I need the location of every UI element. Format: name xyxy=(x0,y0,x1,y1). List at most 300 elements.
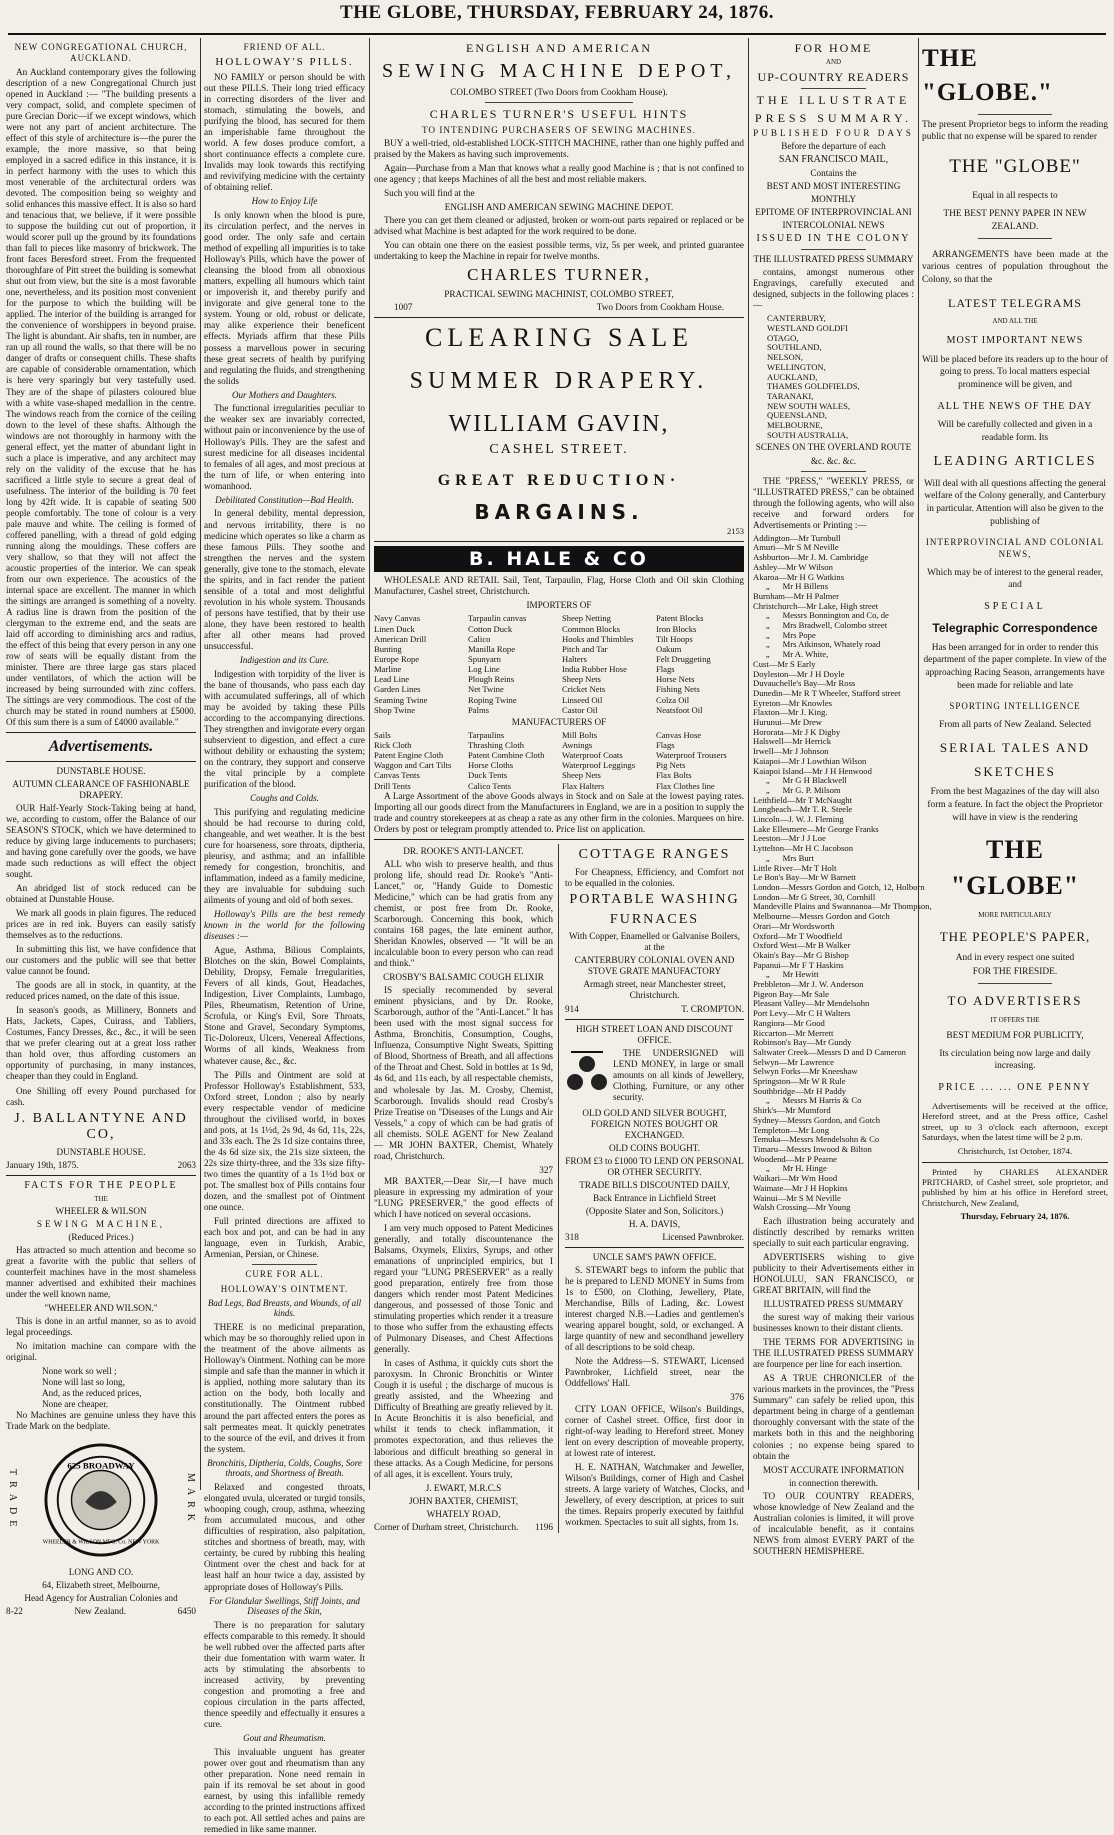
subheading: Our Mothers and Daughters. xyxy=(232,389,337,400)
best-line: BEST AND MOST INTERESTING xyxy=(766,181,901,192)
table-cell: Horse Cloths xyxy=(468,760,514,771)
list-item: Waimate—Mr J H Hopkins xyxy=(753,1182,848,1193)
friend-title: FRIEND OF ALL. xyxy=(243,42,326,52)
table-cell: Flags xyxy=(656,664,675,675)
ad-text: NO FAMILY or person should be with out these PILLS. Their long tried efficacy in correcting disorders of the liver and stomach, stimulating the bowels, and purifying the blood, has secured for them an imperishable fame throughout the world. A few doses produce comfort, a short continuance effects a complete cure. Invalids may look towards this rectifying and revivifying medicine with the certainty of obtaining relief. xyxy=(204,71,365,193)
ad-text: S. STEWART begs to inform the public that he is prepared to LEND MONEY in Sums from 1s to £500, on Clothing, Jewellery, Plate, Merchandise, Bills of Lading, &c. Lowest interest charged N.B.—Ladies and gentlemen's wearing apparel bought, sold, or exchanged. A large quantity of new and secondhand jewellery of all descriptions to be sold cheap. xyxy=(565,1265,744,1353)
table-cell: Felt Druggeting xyxy=(656,654,711,665)
subheading: Bad Legs, Bad Breasts, and Wounds, of all kinds. xyxy=(207,1297,362,1319)
ad-text: THE "PRESS," "WEEKLY PRESS, or "ILLUSTRATED PRESS," can be obtained through the following agents, who will also receive and forward orders for Advertisements or Printing :— xyxy=(753,475,914,530)
accurate-line: MOST ACCURATE INFORMATION xyxy=(762,1464,905,1475)
poem-line: None are cheaper. xyxy=(42,1399,109,1410)
list-item: Leithfield—Mr T McNaught xyxy=(753,794,852,805)
table-cell: Manilla Rope xyxy=(468,643,516,654)
table-cell: Marline xyxy=(374,664,402,675)
ewart: J. EWART, M.R.C.S xyxy=(425,1482,502,1493)
list-item: Halswell—Mr Herrick xyxy=(753,736,832,747)
list-item: SOUTHLAND, xyxy=(767,342,822,353)
cure-all-title: CURE FOR ALL. xyxy=(245,1269,324,1280)
ad-text: Such you will find at the xyxy=(384,187,475,198)
table-cell: Waterproof Trousers xyxy=(656,750,727,761)
list-item: „ Messrs M Harris & Co xyxy=(753,1095,862,1106)
from-all-line: From all parts of New Zealand. Selected xyxy=(939,719,1091,730)
ad-text: This purifying and regulating medicine should be had recourse to during cold, changeable, and wet weather. It is the best cure for hoarseness, sore throats, diptheria, pleurisy, and asthma; and an infallible remedy for congestion, bronchitis, and inflammation, indeed as a family medicine, they are invaluable for subduing such ailments of young and old of both sexes. xyxy=(204,806,365,906)
to-advertisers: TO ADVERTISERS xyxy=(947,992,1083,1008)
ad-text: IS specially recommended by several eminent physicians, and by Dr. Rooke, Scarborough, author of the "Anti-Lancet." It has been used with the most signal success for Asthma, Bronchitis, Consumption, Coughs, Influenza, Consumptive Night Sweats, Spitting of Blood, Shortness of Breath, and all affections of the Throat and Chest. Sold in bottles at 1s 9d, 4s 6d, and 11s each, by all respectable chemists, and wholesale by Jas. M. Crosby, Chemist, Scarborough. Invalids should read Crosby's Prize Treatise on "Diseases of the Lungs and Air Vessels," a copy of which can be had gratis of all chemists. SOLE AGENT for New Zealand — MR JOHN BAXTER, Chemist, Whately road, Christchurch. xyxy=(374,985,553,1161)
upcountry: UP-COUNTRY READERS xyxy=(757,69,910,84)
list-item: Mandeville Plains and Swannanoa—Mr Thompson, xyxy=(753,901,932,912)
list-item: Ashley—Mr W Wilson xyxy=(753,561,833,572)
list-item: „ Mr H. Hinge xyxy=(753,1163,827,1174)
crosby-title: CROSBY'S BALSAMIC COUGH ELIXIR xyxy=(383,972,544,983)
table-cell: Cricket Nets xyxy=(562,684,606,695)
facts-wheeler: WHEELER & WILSON xyxy=(55,1205,147,1216)
imprint-text: Printed by CHARLES ALEXANDER PRITCHARD, of Cashel street, sole proprietor, and published by him at his office in Hereford street, Christchurch, New Zealand, xyxy=(922,1166,1108,1208)
ad-text: Relaxed and congested throats, elongated uvula, ulcerated or turgid tonsils, whooping cough, croup, asthma, wheezing from accumulated mucous, and other difficulties of respiration, also palpitation, stitches and shortness of breath, may, with certainty, be cured by rubbing this healing Ointment over the chest and back for at least half an hour twice a day, assisted by appropriate doses of Holloway's Pills. xyxy=(204,1482,365,1592)
loan-block xyxy=(565,1048,744,1106)
ad-text: You can obtain one there on the easiest possible terms, viz, 5s per week, and printed guarantee undertaking to keep the Machine in repair for twelve months. xyxy=(374,240,744,262)
article-body: An Auckland contemporary gives the following description of a new Congregational Church just opened in Auckland :— "The building presents a very compact, solid, and complete specimen of pure Grecian Doric—if we except windows, which were not any part of ancient architecture. The effect of this style of architecture is—the purer the example, the more massive, so that being employed in a sacred edifice in this instance, it is in perfect harmony with the uses to which this most venerable of the architectural orders was devoted. The composition being so weighty and solid enhances this massive effect. It is also so hard and tenacious that, we believe, if it were possible to suppose the building cut out of proportion, it would scorer pull up the ground by its foundations than fall to pieces like masonry of brickwork. The front faces Beresford street. From the frequented thoroughfare of Pitt street the building is somewhat shut out from view, but the site is a most favorable one, nevertheless, and its position most convenient for the purpose to which the building will be applied. The interior of the building is arranged for the convenience of worshippers in beyond praise. The light is abundant. Air shafts, ten in number, are ran up all round the walls, so that there will be no danger of drafts or consequent chills. These shafts are capable of considerable ornamentation, which is here very sparingly but very tastefully used. They are of the shape of pilasters coloured blue with a white vase-shaped medallion in the centre. The windows reach from the cornice of the ceiling down to the level of these shafts. Although the windows are not thoroughly in harmony with the general effect, yet the matter of abundant light in such a place is imperative, and any architect may rely on the validity of the excuse that he has sacrificed a little style to secure a great deal of usefulness. The interior of the building is 70 feet long by 42ft wide. It is capable of seating 500 people comfortably. The tone of colour is a very pale mauve and white. The ceiling is formed of coffered panelling, with a thread of gold edging running along the mouldings. These coffers are very shallow, so that they will not affect the acoustic properties of the interior. We can speak from our own experience. The acoustics of the internal space are excellent. The manner in which the sittings are arranged is something of a novelty. A radius line is drawn from the position of the clergyman to the extreme end, and the seats are laid off according to diminishing arcs and radius, the effect of this being that every person in any one row of seats will be equally distant from the minister. There are three large gas stars placed under ventilators, of which the action will be increased by being surrounded with zinc coffers. The sittings are very commodious. The cost of the church may be stated in round numbers at £5000. Of this sum there is a sum of £4000 available." xyxy=(6,66,196,728)
table-cell: Bunting xyxy=(374,643,402,654)
table-cell: Sheep Nets xyxy=(562,674,601,685)
ad-text: Full printed directions are affixed to each box and pot, and can be had in any language, even in Turkish, Arabic, Armenian, Persian, or Chinese. xyxy=(204,1215,365,1260)
ad-number: 327 xyxy=(539,1164,553,1175)
eng-title: ENGLISH AND AMERICAN xyxy=(465,41,652,55)
globe-heading-large: THE "GLOBE" xyxy=(950,835,1080,900)
ad-text: Has attracted so much attention and become so great a favorite with the public that sellers of counterfeit machines have in the most shameless manner advertised and exhibited their machines under the well known name, xyxy=(6,1244,196,1299)
ad-text: THE TERMS FOR ADVERTISING in THE ILLUSTRATED PRESS SUMMARY are fourpence per line for each insertion. xyxy=(753,1337,914,1370)
list-item: Sydney—Messrs Gordon, and Gotch xyxy=(753,1114,880,1125)
ballantyne-date: January 19th, 1875. xyxy=(6,1160,79,1171)
table-cell: Linseed Oil xyxy=(562,694,603,705)
ips-line: ILLUSTRATED PRESS SUMMARY xyxy=(763,1299,904,1310)
ad-text: Ague, Asthma, Bilious Complaints, Blotches on the skin, Bowel Complaints, Debility, Dropsy, Female Irregularities, Fevers of all kinds, Gout, Headaches, Indigestion, Liver Complaints, Lumbago, Piles, Rheumatism, Retention of Urine, Scrofula, or King's Evil, Sore Throats, Stone and Gravel, Secondary Symptoms, Tic-Doloreux, Ulcers, Venereal Affections, Worms of all kinds, Weakness from whatever cause, &c., &c. xyxy=(204,945,365,1066)
machinist-line: PRACTICAL SEWING MACHINIST, COLOMBO STREET, xyxy=(444,288,674,299)
list-item: „ Mr H Billens xyxy=(753,581,828,592)
loan-title: HIGH STREET LOAN AND DISCOUNT OFFICE. xyxy=(575,1023,734,1045)
table-cell: Pig Nets xyxy=(656,760,686,771)
list-item: London—Mr G Street, 30, Cornhill xyxy=(753,891,876,902)
ad-text: AS A TRUE CHRONICLER of the various markets in the provinces, the "Press Summary" can safely be relied upon, this department being in charge of a gentleman thoroughly conversant with the state of the markets both in this and the neighboring colonies ; no expense being spared to obtain the xyxy=(753,1373,914,1461)
ad-number: 318 xyxy=(565,1232,579,1243)
list-item: NELSON, xyxy=(767,352,804,363)
subheading: Gout and Rheumatism. xyxy=(243,1733,326,1744)
furnaces-title: FURNACES xyxy=(609,911,700,927)
list-item: Walsh Crossing—Mr Young xyxy=(753,1202,851,1213)
ad-text: Holloway's Pills are the best remedy known in the world for the following diseases :— xyxy=(204,909,365,942)
interprov-news: INTERPROVINCIAL AND COLONIAL NEWS, xyxy=(925,537,1105,560)
list-item: THAMES GOLDFIELDS, xyxy=(767,381,860,392)
ad-text: Is only known when the blood is pure, its circulation perfect, and the nerves in good order. The only safe and certain method of expelling all impurities is to take Holloway's Pills, which have the power of cleansing the blood from all obnoxious matters, expelling all humours which taint or impoverish it, and thereby purify and invigorate and give general tone to the system. Young or old, robust or delicate, may alike experience their beneficent effects. Myriads affirm that these Pills possess a marvellous power in securing these great secrets of health by purifying and regulating the fluids, and strengthening the solids xyxy=(204,210,365,386)
table-cell: Common Blocks xyxy=(562,623,621,634)
holloway-pills-title: HOLLOWAY'S PILLS. xyxy=(215,55,354,68)
ad-text: This invaluable unguent has greater power over gout and rheumatism than any other preparation. None need remain in pain if its removal be set about in good earnest, by using this infallible remedy according to the printed instructions affixed to each pot. All settled aches and pains are remedied in like same manner. xyxy=(204,1747,365,1835)
sketches-line: SKETCHES xyxy=(974,763,1056,779)
fireside-line: FOR THE FIRESIDE. xyxy=(972,967,1058,978)
list-item: Templeton—Mr Long xyxy=(753,1124,830,1135)
table-cell: Canvas Tents xyxy=(374,770,420,781)
table-cell: Rick Cloth xyxy=(374,740,412,751)
issued-line: ISSUED IN THE COLONY xyxy=(756,233,911,245)
ad-text: MR BAXTER,—Dear Sir,—I have much pleasure in expressing my admiration of your "LUNG PRESERVER," the good effects of which I have noticed on several occasions. xyxy=(374,1175,553,1219)
table-cell: Waggon and Cart Tilts xyxy=(374,760,452,771)
opposite-line: (Opposite Slater and Son, Solicitors.) xyxy=(585,1206,724,1216)
facts-sewing: SEWING MACHINE, xyxy=(36,1218,166,1229)
ad-text: the surest way of making their various businesses known to their distant clients. xyxy=(753,1312,914,1334)
poem-line: None work so well ; xyxy=(42,1366,117,1377)
clearing-sale: CLEARING SALE xyxy=(425,322,693,352)
back-entrance: Back Entrance in Lichfield Street xyxy=(593,1192,716,1203)
circulation-text: Its circulation being now large and daily increasing. xyxy=(939,1048,1091,1072)
list-item: Melbourne—Messrs Gordon and Gotch xyxy=(753,911,890,922)
special-line: SPECIAL xyxy=(984,601,1046,612)
long-footer xyxy=(6,1606,196,1617)
william-gavin: WILLIAM GAVIN, xyxy=(448,410,670,437)
ad-text: Indigestion with torpidity of the liver is the bane of thousands, who pass each day with accumulated sufferings, all of which may be avoided by taking these Pills according to the accompanying directions. They strengthen and invigorate every organ subservient to digestion, and effect a cure without debility or exhausting the system; on the contrary, they support and conserve the vital principle by a complete purification of the blood. xyxy=(204,668,365,789)
table-cell: Roping Twine xyxy=(468,694,517,705)
list-item: Okain's Bay—Mr G Bishop xyxy=(753,949,849,960)
long-nz: New Zealand. xyxy=(74,1606,126,1617)
list-item: MELBOURNE, xyxy=(767,420,823,431)
list-item: AUCKLAND, xyxy=(767,371,818,382)
ips-head: THE ILLUSTRATED PRESS SUMMARY xyxy=(753,254,914,265)
all-news: ALL THE NEWS OF THE DAY xyxy=(937,400,1093,412)
list-item: Springston—Mr W R Rule xyxy=(753,1076,846,1087)
pawnbroker-line: Licensed Pawnbroker. xyxy=(662,1232,744,1243)
list-item: Amuri—Mr S M Neville xyxy=(753,542,839,553)
table-cell: Patent Blocks xyxy=(656,613,704,624)
subheading: Bronchitis, Diptheria, Colds, Coughs, Sore throats, and Shortness of Breath. xyxy=(207,1457,362,1479)
table-cell: Tilt Hoops xyxy=(656,633,693,644)
table-cell: Net Twine xyxy=(468,684,504,695)
table-cell: Flags xyxy=(656,740,675,751)
list-item: Pleasant Valley—Mr Mendelsohn xyxy=(753,998,870,1009)
bargains: BARGAINS. xyxy=(474,500,644,525)
ad-text: Advertisements will be received at the office, Hereford street, and at the Press office, Cashel street, up to 3 o'clock each afternoon, except Saturdays, when the latest time will be 2 p.m. xyxy=(922,1100,1108,1143)
lower-right xyxy=(565,844,744,1533)
facts-title: FACTS FOR THE PEOPLE xyxy=(24,1180,178,1192)
list-item: Doyleston—Mr J H Doyle xyxy=(753,668,845,679)
list-item: Southbridge—Mr H Paddy xyxy=(753,1085,847,1096)
pawn-balls-icon xyxy=(565,1048,609,1098)
ad-text: The Pills and Ointment are sold at Professor Holloway's Establishment, 533, Oxford street, London ; also by nearly every respectable vendor of medicine throughout the civilised world, in boxes and pots, at 1s 1½d, 2s 9d, 4s 6d, 11s, 22s, and 33s each. The 2s 1d size contains three, the 4s 6d size six, the 21s size sixteen, the 22s size thirty-three, and the 33s size fifty-two times the quantity of a 1s 1½d box or pot. The smallest box of Pills contains four dozen, and the smallest pot of Ointment one ounce. xyxy=(204,1069,365,1212)
scenes-line: SCENES ON THE OVERLAND ROUTE xyxy=(755,442,912,453)
list-item: Irwell—Mr J Johnson xyxy=(753,746,829,757)
chch-date: Christchurch, 1st October, 1874. xyxy=(957,1145,1073,1156)
uncle-title: UNCLE SAM'S PAWN OFFICE. xyxy=(592,1252,717,1263)
davis-name: H. A. DAVIS, xyxy=(628,1219,681,1230)
globe-title: THE "GLOBE." xyxy=(922,45,1053,106)
for-home: FOR HOME xyxy=(794,41,873,55)
list-item: TARANAKI, xyxy=(767,390,814,401)
equal-line: Equal in all respects to xyxy=(972,190,1058,201)
connection-line: in connection therewith. xyxy=(788,1477,879,1488)
table-cell: Horse Nets xyxy=(656,674,695,685)
table-cell: Spunyarn xyxy=(468,654,501,665)
ad-text: THERE is no medicinal preparation, which may be so thoroughly relied upon in the treatment of the above ailments as Holloway's Ointment. Nothing can be more simple and safe than the manner in which it is applied, nothing more salutary than its action on the body, both locally and constitutionally. The Ointment rubbed around the part affected enters the pores as salt permeates meat. It quickly penetrates to the source of the evil, and drives it from the system. xyxy=(204,1322,365,1454)
table-cell: Iron Blocks xyxy=(656,623,697,634)
trade-label: TRADE xyxy=(7,1468,18,1532)
old-gold: OLD GOLD AND SILVER BOUGHT, FOREIGN NOTES BOUGHT OR EXCHANGED. xyxy=(582,1107,727,1140)
table-cell: Tarpaulin canvas xyxy=(468,613,527,624)
facts-quote: "WHEELER AND WILSON." xyxy=(44,1302,158,1313)
list-item: Wainui—Mr S M Neville xyxy=(753,1192,841,1203)
manufacturers-heading: MANUFACTURERS OF xyxy=(511,716,607,727)
rule xyxy=(565,1247,744,1248)
list-item: Orari—Mr Wordsworth xyxy=(753,920,835,931)
table-cell: Mill Bolts xyxy=(562,729,598,740)
list-item: Le Bon's Bay—Mr W Barnett xyxy=(753,872,856,883)
crompton-footer xyxy=(565,1004,744,1015)
ad-text: The present Proprietor begs to inform the reading public that no expense will be spared to render xyxy=(922,119,1108,143)
subheading: Debilitated Constitution—Bad Health. xyxy=(215,494,354,505)
list-item: QUEENSLAND, xyxy=(767,410,827,421)
ad-text: There is no preparation for salutary effects comparable to this remedy. It should be well rubbed over the affected parts after their due fomentation with warm water. It acts by stimulating the absorbents to increased activity, by preventing congestion and promoting a free and copious circulation in the parts affected, thence speedily and effectually it ensures a cure. xyxy=(204,1620,365,1730)
table-cell: Halters xyxy=(562,654,587,665)
list-item: Pigeon Bay—Mr Sale xyxy=(753,988,829,999)
table-cell: Awnings xyxy=(562,740,593,751)
ad-text: Each illustration being accurately and distinctly described by remarks written specially to suit each particular engraving. xyxy=(753,1215,914,1248)
portable-title: PORTABLE WASHING xyxy=(569,891,740,907)
table-cell: Linen Duck xyxy=(374,623,415,634)
ad-text: For Cheapness, Efficiency, and Comfort not to be equalled in the colonies. xyxy=(565,866,744,888)
list-item: Selwyn—Mr Lawrence xyxy=(753,1056,834,1067)
ad-text: There you can get them cleaned or adjusted, broken or worn-out parts repaired or replaced or be advised what Machine is best adapted for the work required to be done. xyxy=(374,215,744,237)
separator xyxy=(485,102,633,103)
column-divider xyxy=(748,38,749,1490)
table-cell: Sails xyxy=(374,729,391,740)
best-medium: BEST MEDIUM FOR PUBLICITY, xyxy=(946,1030,1084,1041)
rule xyxy=(374,541,744,542)
imprint-date: Thursday, February 24, 1876. xyxy=(960,1210,1070,1221)
rule xyxy=(6,1175,196,1176)
furnaces-text: With Copper, Enamelled or Galvanise Boilers, at the xyxy=(569,931,740,953)
great-reduction: GREAT REDUCTION· xyxy=(437,472,681,490)
column-5 xyxy=(922,38,1108,1490)
ad-text: In season's goods, as Millinery, Bonnets and Hats, Jackets, Capes, Cuirass, and Tabliers, Costumes, Fancy Dresses, &c., &c., it will be seen that we prefer clearing out at a great loss rather than hold over, thus affording customers an opportunity of purchasing, in many instances, cheaper than they could in England. xyxy=(6,1005,196,1082)
published-line: PUBLISHED FOUR DAYS xyxy=(753,127,914,138)
rule xyxy=(6,761,196,762)
column-1 xyxy=(6,38,196,1617)
list-item: „ Mrs Burt xyxy=(753,852,814,863)
table-cell: Castor Oil xyxy=(562,704,598,715)
ad-text: In cases of Asthma, it quickly cuts short the paroxysm. In Chronic Bronchitis or Winter Cough it is useful ; the discharge of mucous is greatly assisted, and the Wheezing and Difficulty of Breathing are greatly relieved by it. In Acute Bronchitis it is also beneficial, and whilst it tends to check inflammation, it promotes expectoration, and thus relieves the laborious and difficult breathing so general in these attacks. As a Cough Medicine, for persons of all ages, it is excellent. Yours truly, xyxy=(374,1358,553,1479)
table-cell: Flax Halters xyxy=(562,780,605,791)
table-cell: Oakum xyxy=(656,643,682,654)
press-summary-title: PRESS SUMMARY. xyxy=(754,110,913,125)
subheading: Coughs and Colds. xyxy=(250,793,319,804)
separator xyxy=(801,471,865,472)
dunstable-heading: DUNSTABLE HOUSE. xyxy=(56,765,146,776)
table-cell: Sheep Netting xyxy=(562,613,611,624)
ad-text: In general debility, mental depression, and nervous irritability, there is no medicine which operates so like a charm as these famous Pills. They soothe and strengthen the nerves and the system generally, give tone to the stomach, elevate the spirits, and in fact render the patient sensible of a total and most delightful revolution in his whole system. Thousands of persons have testified, that by their use alone, they have been restored to health after all other means had proved unsuccessful. xyxy=(204,508,365,651)
leading-articles: LEADING ARTICLES xyxy=(933,453,1097,469)
table-cell: Cotton Duck xyxy=(468,623,513,634)
table-cell: Palms xyxy=(468,704,490,715)
importers-heading: IMPORTERS OF xyxy=(526,600,592,611)
rule xyxy=(374,839,744,840)
list-item: Eyreton—Mr Knowles xyxy=(753,697,833,708)
subheading: How to Enjoy Life xyxy=(251,196,318,207)
contains-line: Contains the xyxy=(810,168,857,179)
list-item: Selwyn Forks—Mr Kneeshaw xyxy=(753,1066,858,1077)
list-item: Ashburton—Mr J. M. Cambridge xyxy=(753,552,869,563)
list-item: „ Mrs Atkinson, Whately road xyxy=(753,639,881,650)
ad-number: 1007 xyxy=(394,301,413,312)
column-4 xyxy=(753,38,932,1556)
list-item: Flaxton—Mr J. King. xyxy=(753,707,828,718)
armagh-line: Armagh street, near Manchester street, Christchurch. xyxy=(583,979,726,1001)
magazines-text: From the best Magazines of the day will also form a feature. In fact the object the Proprietor will have in view is the rendering xyxy=(927,787,1103,823)
mark-label: MARK xyxy=(185,1473,196,1528)
whately: WHATELY ROAD, xyxy=(426,1508,501,1519)
ad-text: CITY LOAN OFFICE, Wilson's Buildings, corner of Cashel street. Office, first door in right-of-way leading to Hereford street. Money lent on every description of moveable property, at lowest rate of interest. xyxy=(565,1403,744,1458)
ad-text: The goods are all in stock, in quantity, at the reduced prices named, on the date of this issue. xyxy=(6,980,196,1002)
ad-text: TO OUR COUNTRY READERS, whose knowledge of New Zealand and the Australian colonies is limited, it will prove of incalculable benefit, as it contains NEWS from almost EVERY PART of the SOUTHERN HEMISPHERE. xyxy=(753,1490,914,1556)
colombo-line: COLOMBO STREET (Two Doors from Cookham House). xyxy=(450,87,668,98)
ad-number: 6450 xyxy=(177,1606,196,1617)
turner-name: CHARLES TURNER, xyxy=(467,265,651,285)
davis-footer xyxy=(565,1232,744,1243)
separator xyxy=(978,238,1052,239)
table-cell: Waterproof Coats xyxy=(562,750,623,761)
table-cell: Navy Canvas xyxy=(374,613,421,624)
table-cell: Flax Bolts xyxy=(656,770,692,781)
ad-text: contains, amongst numerous other Engravings, carefully executed and designed, subjects in the following places :— xyxy=(753,267,914,311)
ad-prefix: 8-22 xyxy=(6,1606,23,1617)
list-item: OTAGO, xyxy=(767,332,799,343)
list-item: Papanui—Mr F T Haskins xyxy=(753,959,844,970)
cashel-street: CASHEL STREET. xyxy=(489,442,629,458)
table-cell: Neatsfoot Oil xyxy=(656,704,703,715)
list-item: „ Messrs Bonnington and Co, de xyxy=(753,610,889,621)
globe-heading: THE "GLOBE" xyxy=(949,155,1081,177)
serial-line: SERIAL TALES AND xyxy=(939,740,1091,756)
table-cell: Thrashing Cloth xyxy=(468,740,525,751)
placed-text: Will be placed before its readers up to the hour of going to press. To local matters especial prominence will be given, and xyxy=(922,354,1109,391)
interest-text: Which may be of interest to the general reader, and xyxy=(927,567,1103,591)
latest-telegrams: LATEST TELEGRAMS xyxy=(948,295,1082,310)
old-coins: OLD COINS BOUGHT. xyxy=(609,1142,700,1153)
and-line: AND xyxy=(825,58,842,67)
facts-poem xyxy=(6,1366,196,1410)
advertisements-heading: Advertisements. xyxy=(48,738,154,756)
ad-number: 1196 xyxy=(534,1521,553,1532)
table-cell: Lead Line xyxy=(374,674,410,685)
ad-text: Again—Purchase from a Man that knows what a really good Machine is ; that is not confined to one agency ; that keeps Machines of all the best and most reliable makers. xyxy=(374,162,744,184)
ballantyne-house: DUNSTABLE HOUSE. xyxy=(56,1147,146,1158)
table-cell: Waterproof Leggings xyxy=(562,760,636,771)
manufacturers-table xyxy=(374,730,744,791)
list-item: SOUTH AUSTRALIA, xyxy=(767,429,849,440)
rule xyxy=(6,732,196,733)
ad-text: We mark all goods in plain figures. The reduced prices are in red ink. Buyers can easily satisfy themselves as to the reductions. xyxy=(6,908,196,941)
telegraphic-line: Telegraphic Correspondence xyxy=(932,620,1098,635)
facts-reduced: (Reduced Prices.) xyxy=(68,1231,134,1242)
ballantyne-name: J. BALLANTYNE AND CO, xyxy=(14,1110,188,1143)
list-item: Woodend—Mr P Pearne xyxy=(753,1153,837,1164)
separator xyxy=(801,249,865,250)
wheeler-wilson-seal-icon xyxy=(42,1441,160,1559)
agents-list xyxy=(753,532,932,1213)
from-lend: FROM £3 to £1000 TO LEND ON PERSONAL OR OTHER SECURITY. xyxy=(565,1155,744,1177)
table-column xyxy=(656,730,744,791)
list-item: Hurunui—Mr Drew xyxy=(753,717,822,728)
turner-footer xyxy=(374,302,744,313)
render-text: Has been arranged for in order to render this department of the paper complete. In view of the approaching Racing Season, arrangements have been made for reliable and late xyxy=(923,642,1107,691)
subheading: Indigestion and its Cure. xyxy=(239,654,330,665)
separator xyxy=(978,983,1052,984)
table-cell: Garden Lines xyxy=(374,684,421,695)
table-column xyxy=(468,613,556,714)
best-penny: THE BEST PENNY PAPER IN NEW ZEALAND. xyxy=(943,209,1087,232)
table-cell: Log Line xyxy=(468,664,500,675)
peoples-paper: THE PEOPLE'S PAPER, xyxy=(939,929,1091,945)
autumn-title: AUTUMN CLEARANCE OF FASHIONABLE DRAPERY. xyxy=(12,778,190,800)
table-column xyxy=(562,613,650,714)
table-cell: Sheep Nets xyxy=(562,770,601,781)
before-line: Before the departure of each xyxy=(781,140,886,151)
important-news: MOST IMPORTANT NEWS xyxy=(946,335,1084,347)
deal-text: Will deal with all questions affecting the general welfare of the Colony generally, and Canterbury in particular. Attention will also be given to the publishing of xyxy=(924,478,1106,527)
list-item: Oxford West—Mr B Walker xyxy=(753,940,851,951)
long-agency: Head Agency for Australian Colonies and xyxy=(24,1593,178,1604)
table-cell: Flax Clothes line xyxy=(656,780,715,791)
list-item: Waikari—Mr Wm Hood xyxy=(753,1173,838,1184)
table-cell: Calico Tents xyxy=(468,780,511,791)
ad-text: WHOLESALE AND RETAIL Sail, Tent, Tarpaulin, Flag, Horse Cloth and Oil skin Clothing Manufacturer, Cashel street, Christchurch. xyxy=(374,575,744,597)
ad-number: 2153 xyxy=(727,526,744,537)
holloway-ointment-title: HOLLOWAY'S OINTMENT. xyxy=(220,1283,349,1294)
poem-line: And, as the reduced prices, xyxy=(42,1388,142,1399)
table-cell: Pitch and Tar xyxy=(562,643,608,654)
list-item: „ Mrs Bradwell, Colombo street xyxy=(753,620,888,631)
ad-text: I am very much opposed to Patent Medicines generally, and totally discountenance the Balsams, Oxymels, Elixirs, Syrups, and other emanations of unprincipled empirics, but I regard your "LUNG PRESERVER" as a really good preparation, entirely free from those dangers which render most Patent Medicines dangerous, and possessed of those Tonic and stimulating properties which render it a treasure to those who suffer from the exhausting effects of Pulmonary Diseases, and Chest Affections generally. xyxy=(374,1222,553,1355)
seal-ring-text: WHEELER & WILSON MFG. Co. NEW YORK xyxy=(42,1539,160,1546)
cottage-title: COTTAGE RANGES xyxy=(578,846,731,862)
crompton-name: T. CROMPTON. xyxy=(681,1003,744,1014)
ad-text: An abridged list of stock reduced can be obtained at Dunstable House. xyxy=(6,882,196,904)
masthead-rule xyxy=(8,33,1106,35)
separator xyxy=(978,114,1052,115)
ad-text: Note the Address—S. STEWART, Licensed Pawnbroker, Lichfield street, near the Oddfellows' Hall. xyxy=(565,1356,744,1389)
list-item: Addington—Mr Turnbull xyxy=(753,532,841,543)
ad-text: No Machines are genuine unless they have this Trade Mark on the bedplate. xyxy=(6,1410,196,1432)
facts-the: THE xyxy=(94,1195,108,1204)
lower-columns xyxy=(374,844,744,1533)
seal-top-text: 625 BROADWAY xyxy=(67,1460,135,1471)
list-item: Kaiapoi Island—Mr J H Henwood xyxy=(753,765,872,776)
price-line: PRICE ... ... ONE PENNY xyxy=(938,1082,1092,1094)
article-title: NEW CONGREGATIONAL CHURCH, AUCKLAND. xyxy=(14,42,188,63)
trade-mark-block xyxy=(6,1435,196,1565)
table-cell: Patent Combine Cloth xyxy=(468,750,545,761)
ad-text: No imitation machine can compare with the original. xyxy=(6,1340,196,1362)
importers-table xyxy=(374,613,744,714)
list-item: Duvauchelle's Bay—Mr Ross xyxy=(753,678,856,689)
separator xyxy=(801,88,865,89)
list-item: Rangiora—Mr Good xyxy=(753,1017,825,1028)
list-item: „ Mr Hewitt xyxy=(753,969,819,980)
table-cell: Hooks and Thimbles xyxy=(562,633,634,644)
baxter-chemist: JOHN BAXTER, CHEMIST, xyxy=(408,1495,519,1506)
list-item: Akaroa—Mr H G Watkins xyxy=(753,571,845,582)
table-cell: Colza Oil xyxy=(656,694,690,705)
column-divider xyxy=(369,38,370,1490)
list-item: London—Messrs Gordon and Gotch, 12, Holborn xyxy=(753,882,925,892)
intercolonial-line: INTERCOLONIAL NEWS xyxy=(782,220,885,231)
turner-hints: CHARLES TURNER'S USEFUL HINTS xyxy=(429,107,689,122)
